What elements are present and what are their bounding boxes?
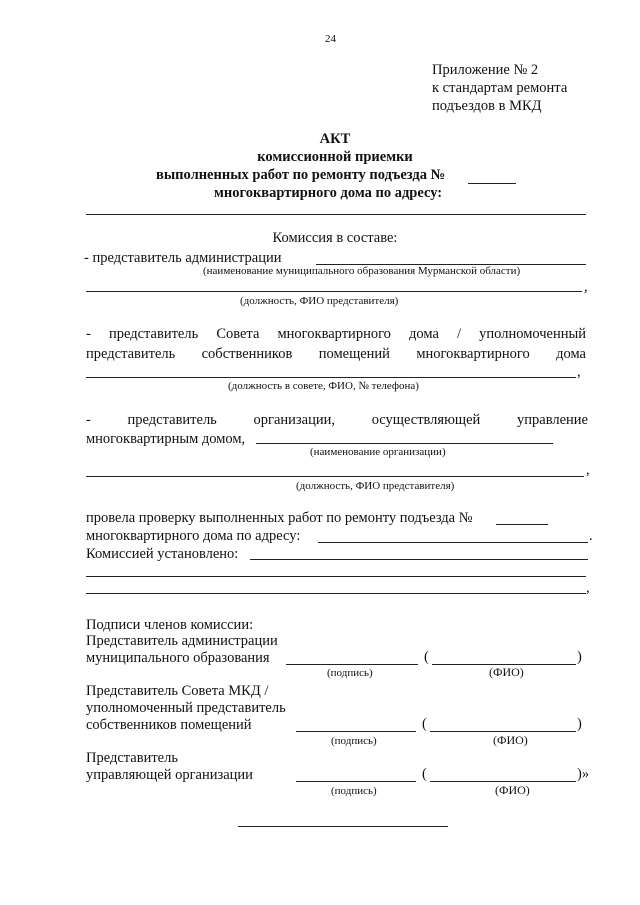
council-hint: (должность в совете, ФИО, № телефона) (228, 380, 419, 392)
org-fio-hint: (ФИО) (495, 783, 530, 797)
word: многоквартирного (416, 346, 530, 362)
word: уполномоченный (479, 326, 586, 342)
title-address: многоквартирного дома по адресу: (214, 185, 443, 201)
appendix-line-1: Приложение № 2 (432, 62, 539, 78)
council-fio-line (430, 731, 576, 732)
sig-council-line-1: Представитель Совета МКД / (86, 683, 269, 699)
appendix-line-3: подъездов в МКД (432, 98, 542, 114)
word: многоквартирного (277, 326, 391, 342)
check-address-line (318, 542, 588, 543)
sig-admin-line-2: муниципального образования (86, 650, 270, 666)
council-rep-line (86, 377, 576, 378)
word: дома (409, 326, 439, 342)
org-text-line-2: многоквартирным домом, (86, 431, 246, 447)
org-text-line-1 (86, 412, 588, 429)
page-number: 24 (325, 33, 336, 45)
word: представитель (86, 346, 176, 362)
title-act: АКТ (319, 131, 351, 147)
admin-comma: , (584, 279, 588, 295)
word: / (457, 326, 462, 342)
sig-council-line-2: уполномоченный представитель (86, 700, 286, 716)
closing-line (238, 826, 448, 827)
check-entrance-line (496, 524, 548, 525)
established-line-1 (250, 559, 588, 560)
check-line-1: провела проверку выполненных работ по ремонту подъезда № (86, 510, 473, 526)
admin-hint: (наименование муниципального образования Мурманской области) (203, 265, 521, 277)
check-period: . (589, 528, 593, 544)
title-subtitle: комиссионной приемки (257, 149, 413, 165)
word: Совета (216, 326, 260, 342)
address-line (86, 214, 586, 215)
established-label: Комиссией установлено: (86, 546, 239, 562)
sig-admin-line-1: Представитель администрации (86, 633, 278, 649)
council-signature-line (296, 731, 416, 732)
org-position-hint: (должность, ФИО представителя) (296, 480, 455, 492)
word: дома (556, 346, 586, 362)
admin-open-paren: ( (424, 649, 429, 665)
admin-signature-line (286, 664, 418, 665)
word: управление (517, 412, 588, 428)
council-close-paren: ) (577, 716, 582, 732)
word: представитель (108, 326, 199, 342)
council-text-line-1 (86, 326, 586, 343)
org-signature-line (296, 781, 416, 782)
word: организации, (253, 412, 335, 428)
signatures-heading: Подписи членов комиссии: (86, 617, 254, 633)
word: представитель (127, 412, 217, 428)
org-fio-line (430, 781, 576, 782)
check-line-2: многоквартирного дома по адресу: (86, 528, 301, 544)
word: помещений (318, 346, 390, 362)
admin-representative-label: - представитель администрации (84, 250, 282, 266)
org-name-line (256, 443, 553, 444)
council-comma: , (577, 364, 581, 380)
commission-heading: Комиссия в составе: (272, 230, 398, 246)
title-work: выполненных работ по ремонту подъезда № (156, 167, 446, 183)
established-comma: , (586, 580, 590, 596)
appendix-line-2: к стандартам ремонта (432, 80, 568, 96)
word: собственников (201, 346, 293, 362)
council-signature-hint: (подпись) (331, 735, 377, 747)
org-open-paren: ( (422, 766, 427, 782)
council-text-line-2 (86, 346, 586, 363)
sig-council-line-3: собственников помещений (86, 717, 252, 733)
entrance-number-line (468, 183, 516, 184)
org-position-line (86, 476, 584, 477)
word: осуществляющей (371, 412, 481, 428)
org-hint: (наименование организации) (310, 446, 446, 458)
council-fio-hint: (ФИО) (493, 733, 528, 747)
admin-close-paren: ) (577, 649, 582, 665)
admin-position-line (86, 291, 582, 292)
admin-position-hint: (должность, ФИО представителя) (240, 295, 399, 307)
established-line-3 (86, 593, 586, 594)
established-line-2 (86, 576, 586, 577)
word: - (86, 412, 91, 428)
sig-org-line-2: управляющей организации (86, 767, 253, 783)
org-comma: , (586, 462, 590, 478)
admin-fio-hint: (ФИО) (489, 665, 524, 679)
sig-org-line-1: Представитель (86, 750, 178, 766)
admin-signature-hint: (подпись) (327, 667, 373, 679)
org-signature-hint: (подпись) (331, 785, 377, 797)
word: - (86, 326, 91, 342)
council-open-paren: ( (422, 716, 427, 732)
org-close-quote: )» (577, 766, 590, 782)
